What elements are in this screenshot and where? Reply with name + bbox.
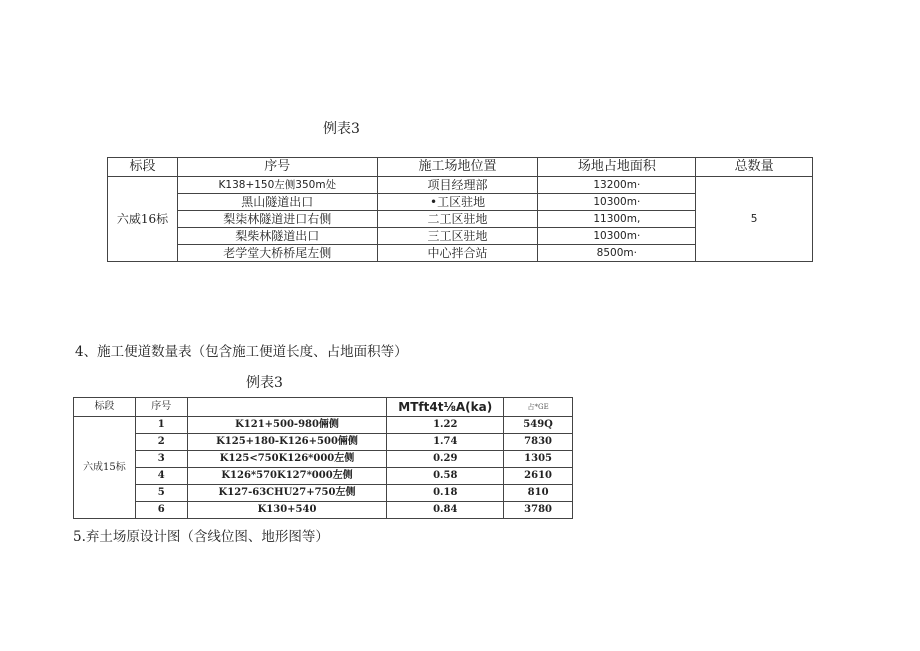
header-number: 序号 (135, 398, 187, 417)
header-area: 占*GE (504, 398, 573, 417)
row-number: 6 (135, 502, 187, 519)
row-number: 老学堂大桥桥尾左侧 (177, 245, 377, 262)
table-row (74, 417, 573, 434)
header-length: MTft4t⅛A(ka) (387, 398, 504, 417)
site-area-table (107, 157, 813, 262)
row-length: 1.74 (387, 434, 504, 451)
section-heading-4: 4、施工便道数量表（包含施工便道长度、占地面积等） (75, 344, 408, 360)
row-stake: K121+500-980倆侧 (187, 417, 387, 434)
row-area: 10300m· (538, 194, 696, 211)
section-heading-5: 5.弃土场原设计图（含线位图、地形图等） (73, 529, 329, 545)
section-cell: 六成15标 (74, 417, 136, 519)
table1-caption: 例表3 (323, 121, 360, 137)
row-area: 549Q (504, 417, 573, 434)
row-area: 2610 (504, 468, 573, 485)
table-header-row (108, 158, 813, 177)
table-row (74, 434, 573, 451)
row-number: 黑山隧道出口 (177, 194, 377, 211)
row-stake: K127-63CHU27+750左侧 (187, 485, 387, 502)
row-number: K138+150左侧350m处 (177, 177, 377, 194)
header-section: 标段 (108, 158, 178, 177)
row-location: 项目经理部 (377, 177, 538, 194)
row-area: 10300m· (538, 228, 696, 245)
row-length: 0.84 (387, 502, 504, 519)
row-number: 5 (135, 485, 187, 502)
row-location: 二工区驻地 (377, 211, 538, 228)
table-header-row (74, 398, 573, 417)
header-section: 标段 (74, 398, 136, 417)
total-cell: 5 (696, 177, 813, 262)
header-stake (187, 398, 387, 417)
row-area: 1305 (504, 451, 573, 468)
row-length: 1.22 (387, 417, 504, 434)
row-area: 13200m· (538, 177, 696, 194)
row-area: 11300m, (538, 211, 696, 228)
row-number: 3 (135, 451, 187, 468)
row-length: 0.29 (387, 451, 504, 468)
row-number: 1 (135, 417, 187, 434)
row-location: •工区驻地 (377, 194, 538, 211)
table-row (74, 485, 573, 502)
header-area: 场地占地面积 (538, 158, 696, 177)
row-area: 3780 (504, 502, 573, 519)
row-number: 梨柒林隧道进口右侧 (177, 211, 377, 228)
row-area: 810 (504, 485, 573, 502)
row-length: 0.18 (387, 485, 504, 502)
row-location: 中心拌合站 (377, 245, 538, 262)
row-area: 8500m· (538, 245, 696, 262)
header-total: 总数量 (696, 158, 813, 177)
table-row (74, 502, 573, 519)
row-number: 梨柴林隧道出口 (177, 228, 377, 245)
table2-caption: 例表3 (246, 375, 283, 391)
row-location: 三工区驻地 (377, 228, 538, 245)
access-road-table (73, 397, 573, 519)
table-row (74, 451, 573, 468)
row-number: 4 (135, 468, 187, 485)
row-length: 0.58 (387, 468, 504, 485)
row-stake: K125<750K126*000左侧 (187, 451, 387, 468)
header-number: 序号 (177, 158, 377, 177)
table-row (108, 177, 813, 194)
row-area: 7830 (504, 434, 573, 451)
header-location: 施工场地位置 (377, 158, 538, 177)
row-stake: K130+540 (187, 502, 387, 519)
row-stake: K126*570K127*000左侧 (187, 468, 387, 485)
section-cell: 六威16标 (108, 177, 178, 262)
row-number: 2 (135, 434, 187, 451)
table-row (74, 468, 573, 485)
row-stake: K125+180-K126+500倆侧 (187, 434, 387, 451)
